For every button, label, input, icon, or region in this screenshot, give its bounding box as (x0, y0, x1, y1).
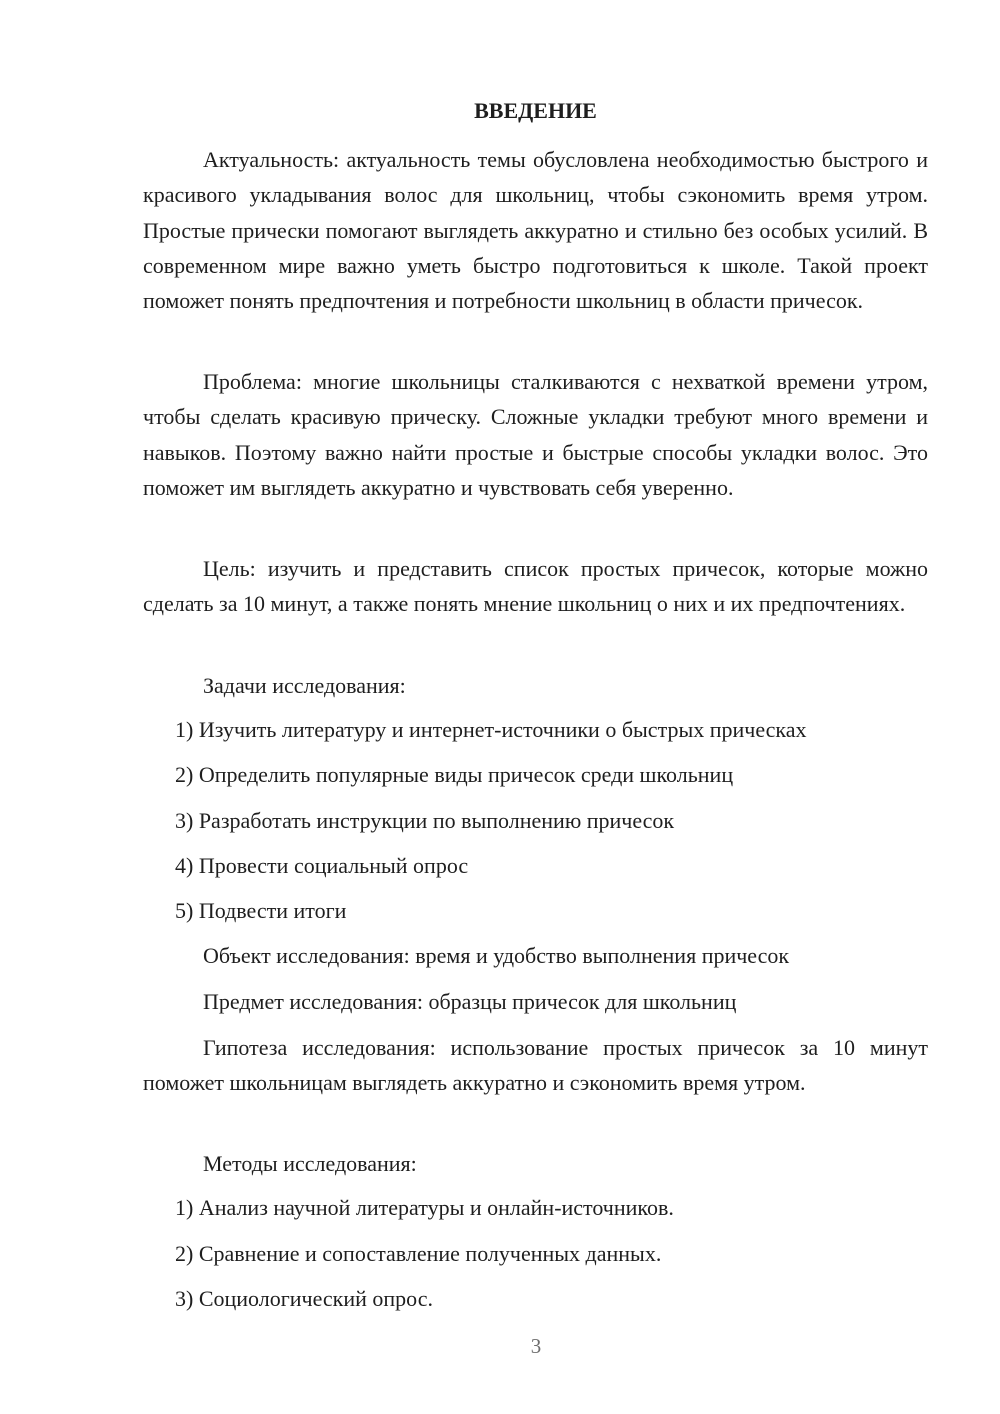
hypothesis-paragraph: Гипотеза исследования: использование простых причесок за 10 минут поможет школьницам выглядеть аккуратно и сэкономить время утром. (143, 1035, 928, 1096)
section-title: ВВЕДЕНИЕ (474, 98, 597, 123)
research-object: Объект исследования: время и удобство выполнения причесок (203, 943, 790, 968)
task-item: 4) Провести социальный опрос (175, 853, 469, 878)
tasks-heading: Задачи исследования: (203, 673, 406, 698)
task-item: 2) Определить популярные виды причесок среди школьниц (175, 762, 734, 787)
page-number: 3 (530, 1334, 542, 1358)
problem-paragraph: Проблема: многие школьницы сталкиваются с нехваткой времени утром, чтобы сделать красивую прическу. Сложные укладки требуют много времени и навыков. Поэтому важно найти простые и быстрые способы укладки волос. Это поможет им выглядеть аккуратно и чувствовать себя уверенно. (143, 369, 928, 500)
method-item: 2) Сравнение и сопоставление полученных данных. (175, 1241, 662, 1266)
task-item: 3) Разработать инструкции по выполнению причесок (175, 808, 675, 833)
research-subject: Предмет исследования: образцы причесок для школьниц (203, 989, 737, 1014)
task-item: 5) Подвести итоги (175, 898, 347, 923)
task-item: 1) Изучить литературу и интернет-источники о быстрых прическах (175, 717, 807, 742)
relevance-paragraph: Актуальность: актуальность темы обусловлена необходимостью быстрого и красивого укладывания волос для школьниц, чтобы сэкономить время утром. Простые прически помогают выглядеть аккуратно и стильно без особых усилий. В современном мире важно уметь быстро подготовиться к школе. Такой проект поможет понять предпочтения и потребности школьниц в области причесок. (143, 147, 928, 314)
methods-heading: Методы исследования: (203, 1151, 417, 1176)
goal-paragraph: Цель: изучить и представить список простых причесок, которые можно сделать за 10 минут, а также понять мнение школьниц о них и их предпочтениях. (143, 556, 928, 617)
method-item: 3) Социологический опрос. (175, 1286, 433, 1311)
method-item: 1) Анализ научной литературы и онлайн-источников. (175, 1195, 674, 1220)
